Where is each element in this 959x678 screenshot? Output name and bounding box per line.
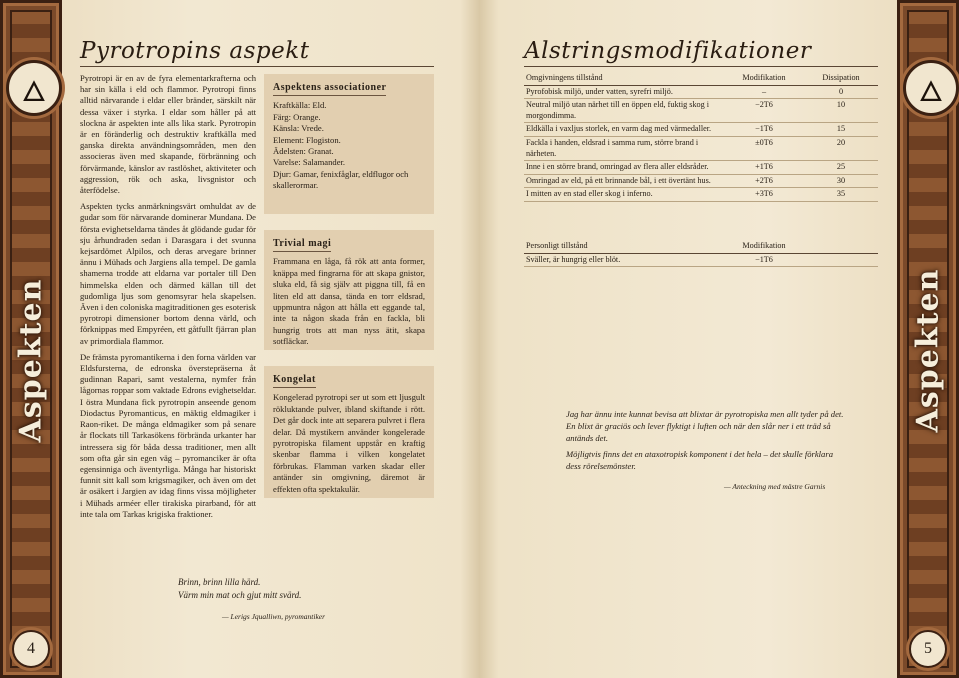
trivial-magic-heading: Trivial magi bbox=[273, 238, 331, 252]
table-cell: 0 bbox=[804, 85, 878, 99]
quote-line: Möjligtvis finns det en ataxotropisk komponent i det hela – det skulle förklara dess rörelsemönster. bbox=[566, 449, 833, 471]
table-cell: −1T6 bbox=[724, 253, 804, 267]
table-header: Modifikation bbox=[724, 240, 804, 253]
table-cell-empty bbox=[804, 253, 878, 267]
table-cell: I mitten av en stad eller skog i inferno. bbox=[524, 188, 724, 202]
table-row bbox=[524, 253, 878, 267]
table-cell: 25 bbox=[804, 161, 878, 175]
kongelat-heading: Kongelat bbox=[273, 374, 316, 388]
table-cell: +2T6 bbox=[724, 174, 804, 188]
kongelat-box bbox=[264, 366, 434, 498]
page-number-right: 5 bbox=[909, 630, 947, 668]
table-row bbox=[524, 161, 878, 175]
table-header: Personligt tillstånd bbox=[524, 240, 724, 253]
fire-symbol-icon: 🜂 bbox=[6, 60, 62, 116]
associations-heading: Aspektens associationer bbox=[273, 82, 386, 96]
body-paragraph: Pyrotropi är en av de fyra elementarkrafterna och har sin källa i eld och flammor. Pyrotropi finns alltid närvarande i eldar eller bränder, särskilt när dessa växer i styrka. I eldar som håller på att slockna är aspekten inte alls lika stark. Pyrotropin är en föränderlig och destruktiv kraftkälla med ganska direkta användningsområden, men den associeras även med skapande, förbränning och förvärmande, känslor av rastlöshet, aktiviteter och aggression, rök och aska, livsgnistor och återfödelse. bbox=[80, 73, 256, 196]
page-number-left: 4 bbox=[12, 630, 50, 668]
trivial-magic-text: Frammana en låga, få rök att anta former, knäppa med fingrarna för att skapa gnistor, sluka eld, få sig själv att piggna till, få en liten eld att dansa, tända en torr eldsrad, uppmuntra någon att hålla ett eggande tal, inte ta någon skada från en fackla, bli hungrig trots att man nyss ätit, skapa sotfläckar. bbox=[273, 256, 425, 347]
fire-symbol-icon: 🜂 bbox=[903, 60, 959, 116]
association-line: Element: Flogiston. bbox=[273, 134, 341, 145]
table-row bbox=[524, 123, 878, 137]
right-quote bbox=[566, 408, 846, 472]
trivial-magic-box bbox=[264, 230, 434, 350]
table-cell: Fackla i handen, eldsrad i samma rum, större brand i närheten. bbox=[524, 136, 724, 160]
table-cell: – bbox=[724, 85, 804, 99]
left-ornament-band bbox=[0, 0, 62, 678]
association-line: Ädelsten: Granat. bbox=[273, 146, 334, 157]
right-side-label: Aspekten bbox=[910, 268, 946, 432]
table-cell: 20 bbox=[804, 136, 878, 160]
table-row bbox=[524, 136, 878, 160]
table-header: Modifikation bbox=[724, 72, 804, 85]
association-line: Varelse: Salamander. bbox=[273, 157, 346, 168]
table-cell: Inne i en större brand, omringad av flera aller eldsråder. bbox=[524, 161, 724, 175]
right-page-title: Alstringsmodifikationer bbox=[524, 38, 812, 64]
table-header-empty bbox=[804, 240, 878, 253]
associations-box bbox=[264, 74, 434, 214]
table-cell: +3T6 bbox=[724, 188, 804, 202]
right-title-rule bbox=[524, 66, 878, 67]
table-cell: +1T6 bbox=[724, 161, 804, 175]
left-quote-signature: — Lerigs Jqualliwn, pyromantiker bbox=[222, 612, 326, 621]
quote-line: Jag har ännu inte kunnat bevisa att blixtar är pyrotropiska men allt tyder på det. En blixt är graciös och lever flyktigt i luften och när den slår ner i ett träd så antänds det. bbox=[566, 409, 844, 443]
left-title-rule bbox=[80, 66, 434, 67]
left-page-title: Pyrotropins aspekt bbox=[80, 38, 310, 64]
table-row bbox=[524, 188, 878, 202]
table-cell: Sväller, är hungrig eller blöt. bbox=[524, 253, 724, 267]
table-cell: −2T6 bbox=[724, 99, 804, 123]
table-row bbox=[524, 174, 878, 188]
table-cell: Eldkälla i vaxljus storlek, en varm dag med värmedaller. bbox=[524, 123, 724, 137]
association-line: Kraftkälla: Eld. bbox=[273, 100, 327, 111]
personal-modification-table bbox=[524, 240, 878, 267]
right-quote-signature: — Anteckning med mästre Garnis bbox=[724, 482, 826, 491]
association-line: Känsla: Vrede. bbox=[273, 123, 324, 134]
table-cell: Neutral miljö utan närhet till en öppen eld, fuktig skog i morgondimma. bbox=[524, 99, 724, 123]
table-cell: ±0T6 bbox=[724, 136, 804, 160]
right-ornament-band bbox=[897, 0, 959, 678]
environment-modification-table bbox=[524, 72, 878, 202]
body-paragraph: Aspekten tycks anmärkningsvärt omhuldat av de gudar som för närvarande dominerar Mundana. De första evighetseldarna tändes åt glödande gudar för sju århundraden sedan i Darasgara i det svunna kejsardömet Alpilos, och deras arvegare brinner ännu i Mühads och Jargiens alla tempel. De gamla shamerna trodde att eldarna var portaler till Den himmelska elden och därmed källan till det gudomliga ljus som genomsyrar hela skapelsen. Även i den coloniska magitraditionen ges esoterisk pyrotropi dimensioner bortom denna värld, och förknippas med Empyréen, ett gåtfullt fjärran plan av primordiala flammor. bbox=[80, 201, 256, 346]
table-cell: 10 bbox=[804, 99, 878, 123]
table-cell: −1T6 bbox=[724, 123, 804, 137]
quote-line: Värm min mat och gjut mitt svärd. bbox=[178, 590, 302, 600]
table-header: Omgivningens tillstånd bbox=[524, 72, 724, 85]
table-cell: 30 bbox=[804, 174, 878, 188]
table-cell: Pyrofobisk miljö, under vatten, syrefri miljö. bbox=[524, 85, 724, 99]
association-line: Djur: Gamar, fenixfåglar, eldflugor och skallerormar. bbox=[273, 168, 409, 191]
association-line: Färg: Orange. bbox=[273, 111, 321, 122]
left-body-text bbox=[80, 73, 256, 525]
table-cell: 35 bbox=[804, 188, 878, 202]
table-row bbox=[524, 85, 878, 99]
kongelat-text: Kongelerad pyrotropi ser ut som ett ljusgult rökluktande pulver, ibland skiftande i rött. Det går dock inte att separera pulvret i flera delar. Då mystikern använder kongelerade pyrotropiska filament uppstår en kraftig skenbar flamma i vilken kongelatet förbrukas. Flamman varken skadar eller antänder sin omgivning, däremot är effekten ofta spektakulär. bbox=[273, 392, 425, 494]
quote-line: Brinn, brinn lilla härd. bbox=[178, 577, 261, 587]
body-paragraph: De främsta pyromantikerna i den forna världen var Eldsfursterna, de edronska överstepräserna åt gudinnan Rapari, samt vestalerna, nymfer från lågornas roppar som vaktade Edrons evighetseldar. I östra Mundana fick pyrotropin anseende genom Diodactus Pyromanticus, en mäktig eldmagiker i Raon-riket. De många eldmagiker som på senare år flockats till Tarkasökens förbrända urkanter har intressera sig för båda dessa traditioner, men allt som ofta går sin egen väg – pyromanciker är ofta egensinniga och äventyrliga. Många har historiskt funnit sitt kall som krigsmagiker, och även om det är osäkert i Jargien av idag finns vissa möjligheter i Mühads arméer eller tirakiska pirarband, för att inte tala om Tarkas krigiska fraktioner. bbox=[80, 351, 256, 519]
table-header: Dissipation bbox=[804, 72, 878, 85]
left-side-label: Aspekten bbox=[13, 278, 49, 442]
table-cell: 15 bbox=[804, 123, 878, 137]
table-row bbox=[524, 99, 878, 123]
left-quote bbox=[178, 576, 398, 602]
table-cell: Omringad av eld, på ett brinnande bål, i ett övertänt hus. bbox=[524, 174, 724, 188]
